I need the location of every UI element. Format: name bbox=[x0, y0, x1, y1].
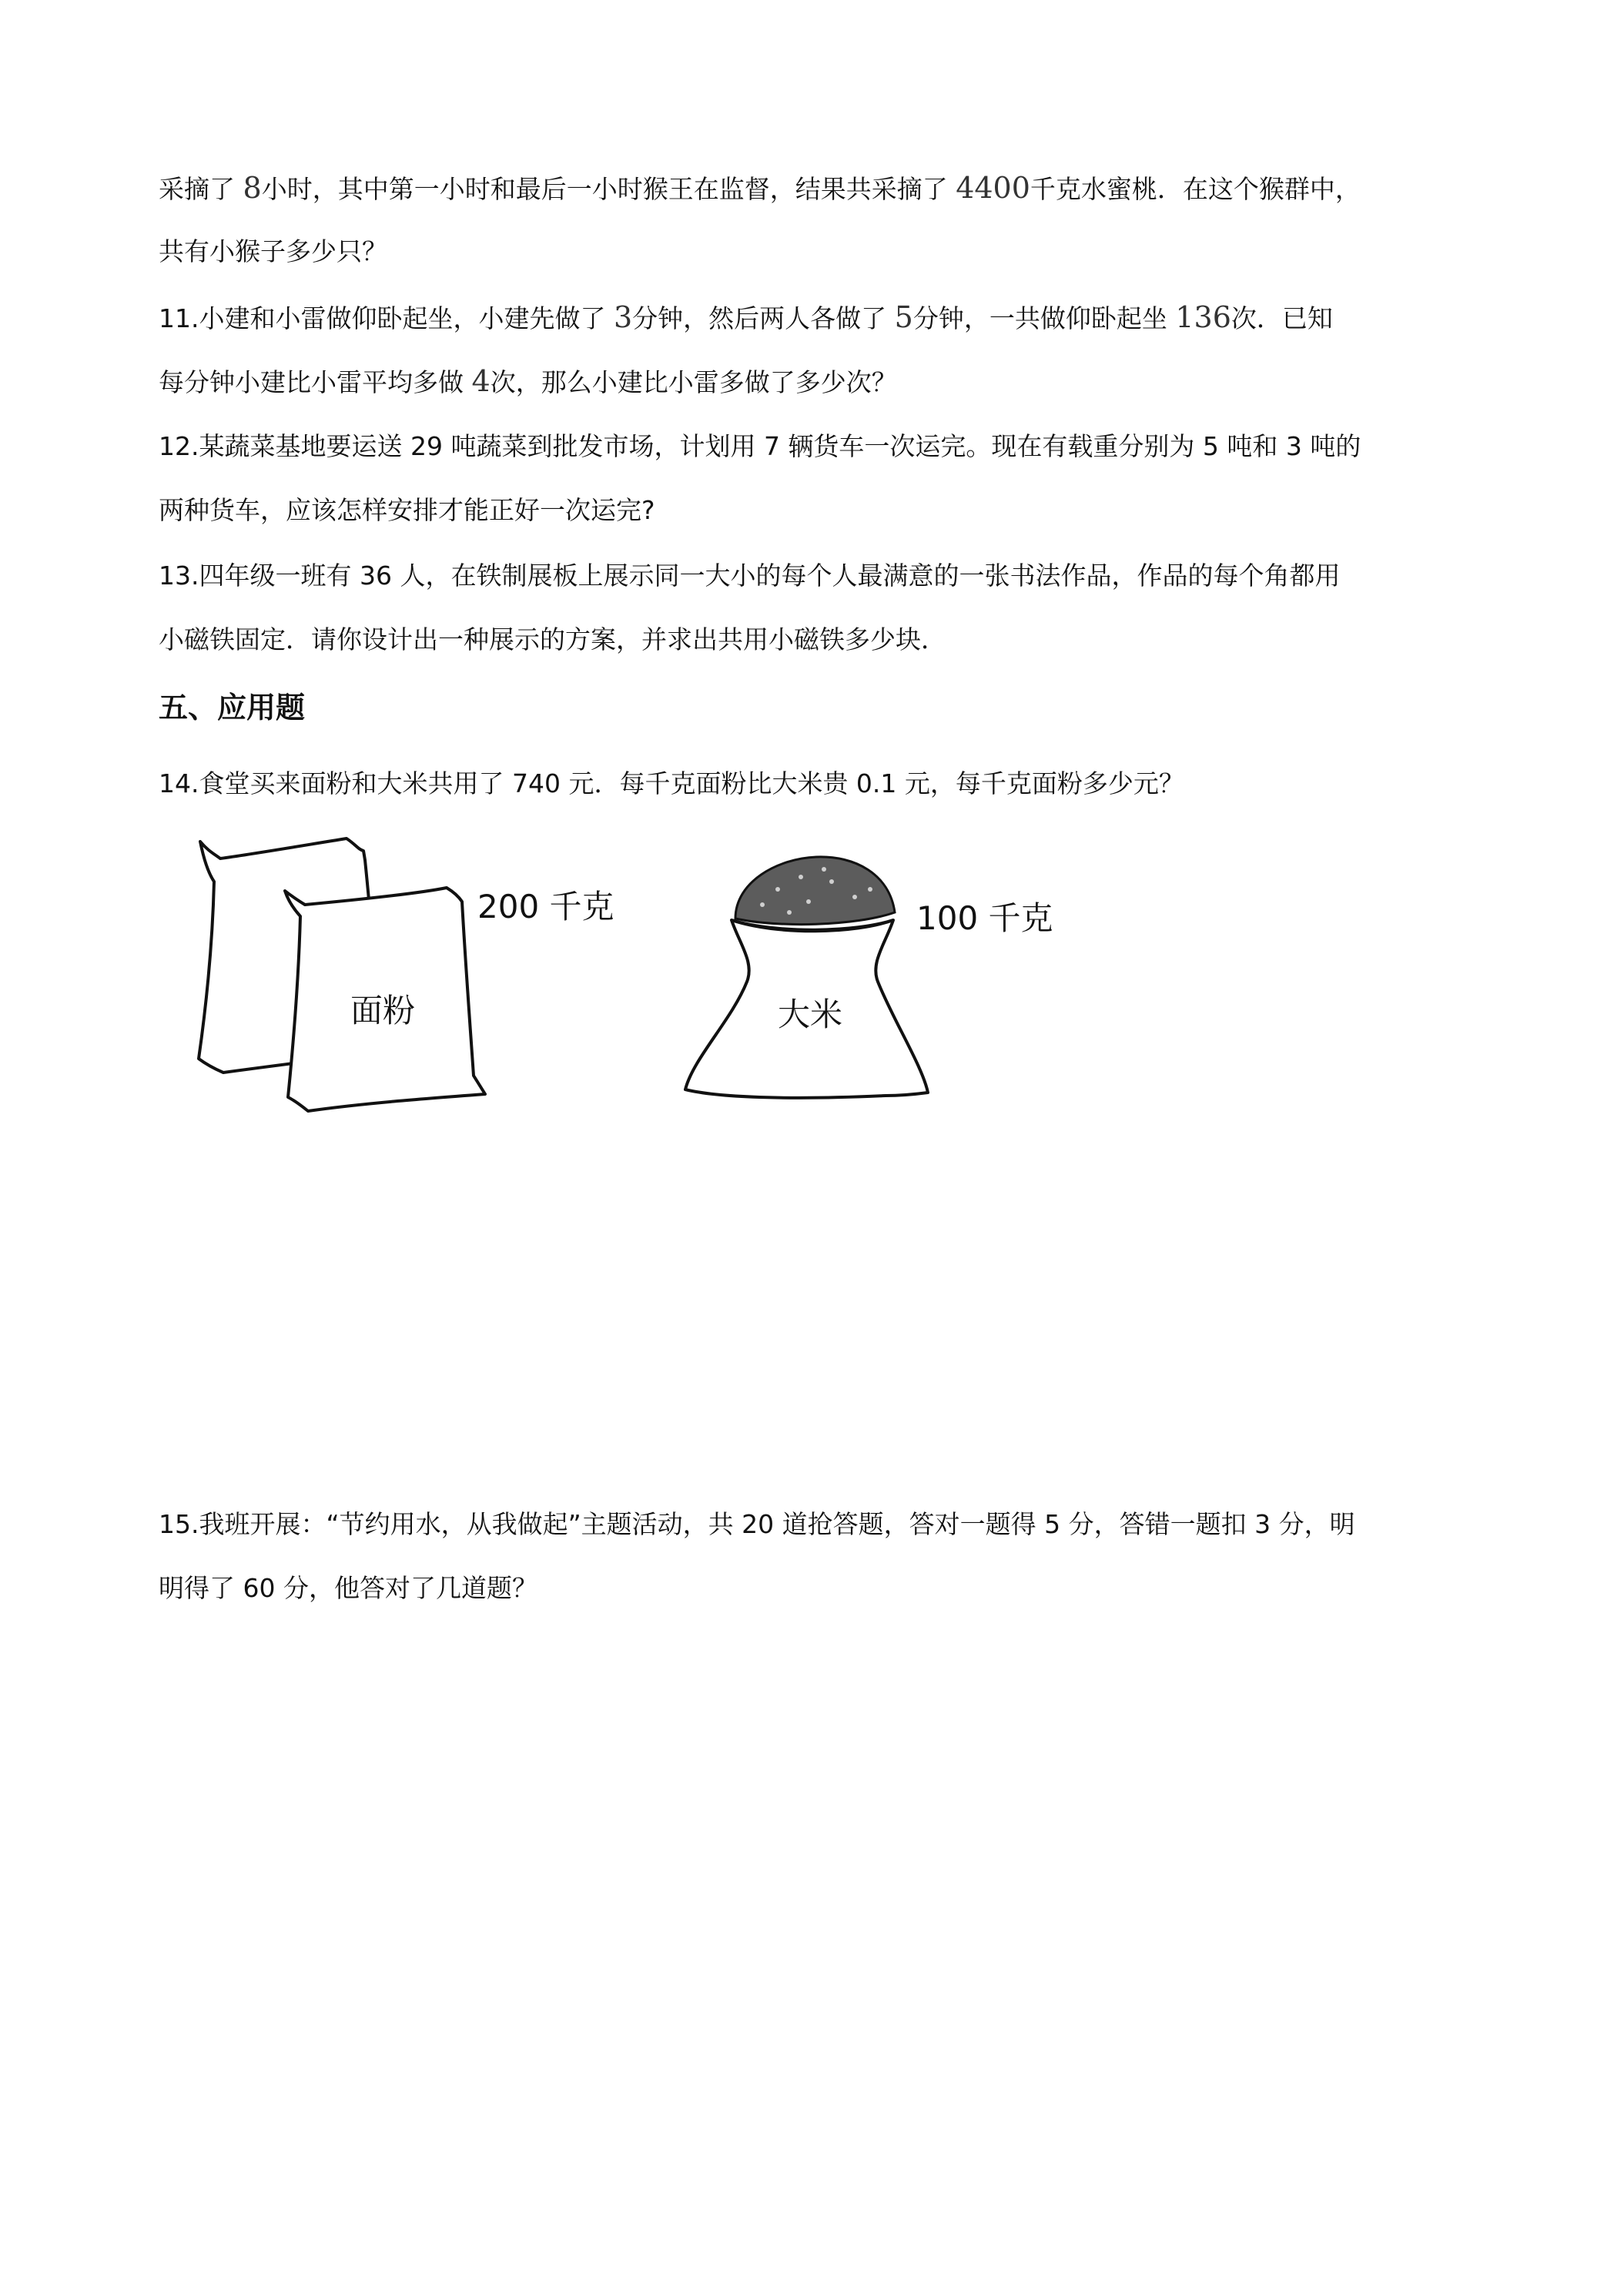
q12-line-1: 12.某蔬菜基地要运送 29 吨蔬菜到批发市场，计划用 7 辆货车一次运完。现在有载重分别为 5 吨和 3 吨的 bbox=[159, 431, 1361, 461]
q10-kg-number: 4400 bbox=[956, 171, 1030, 205]
q12-line-2: 两种货车，应该怎样安排才能正好一次运完? bbox=[159, 495, 655, 525]
section-title: 五、应用题 bbox=[159, 691, 306, 725]
flour-and-rice-illustration bbox=[193, 828, 1093, 1120]
q14-text: 14.食堂买来面粉和大米共用了 740 元．每千克面粉比大米贵 0.1 元，每千克面粉多少元？ bbox=[159, 768, 1184, 798]
q11-number-3: 3 bbox=[613, 300, 633, 334]
q11-number-136: 136 bbox=[1175, 300, 1231, 334]
q15-line-2: 明得了 60 分，他答对了几道题？ bbox=[159, 1573, 537, 1603]
rice-label: 大米 bbox=[778, 996, 843, 1033]
q11-number-4: 4 bbox=[471, 364, 491, 398]
q11-number-5: 5 bbox=[894, 300, 913, 334]
q13-line-1: 13.四年级一班有 36 人，在铁制展板上展示同一大小的每个人最满意的一张书法作品，作品的每个角都用 bbox=[159, 561, 1341, 591]
q10-line-2: 共有小猴子多少只？ bbox=[159, 236, 387, 266]
flour-label: 面粉 bbox=[350, 992, 416, 1029]
q10-line-1: 采摘了 8小时，其中第一小时和最后一小时猴王在监督，结果共采摘了 4400千克水蜜桃．在这个猴群中， bbox=[159, 171, 1361, 205]
flour-weight: 200 千克 bbox=[477, 888, 614, 925]
rice-weight: 100 千克 bbox=[916, 899, 1053, 937]
q10-hours-number: 8 bbox=[243, 171, 262, 205]
q15-line-1: 15.我班开展：“节约用水，从我做起”主题活动，共 20 道抢答题，答对一题得 5 分，答错一题扣 3 分，明 bbox=[159, 1509, 1355, 1539]
q11-line-1: 11.小建和小雷做仰卧起坐，小建先做了 3分钟，然后两人各做了 5分钟，一共做仰卧起坐 136次．已知 bbox=[159, 300, 1333, 334]
q11-line-2: 每分钟小建比小雷平均多做 4次，那么小建比小雷多做了多少次？ bbox=[159, 364, 897, 398]
q13-line-2: 小磁铁固定．请你设计出一种展示的方案，并求出共用小磁铁多少块． bbox=[159, 624, 946, 654]
q14-figure bbox=[193, 828, 1093, 1120]
